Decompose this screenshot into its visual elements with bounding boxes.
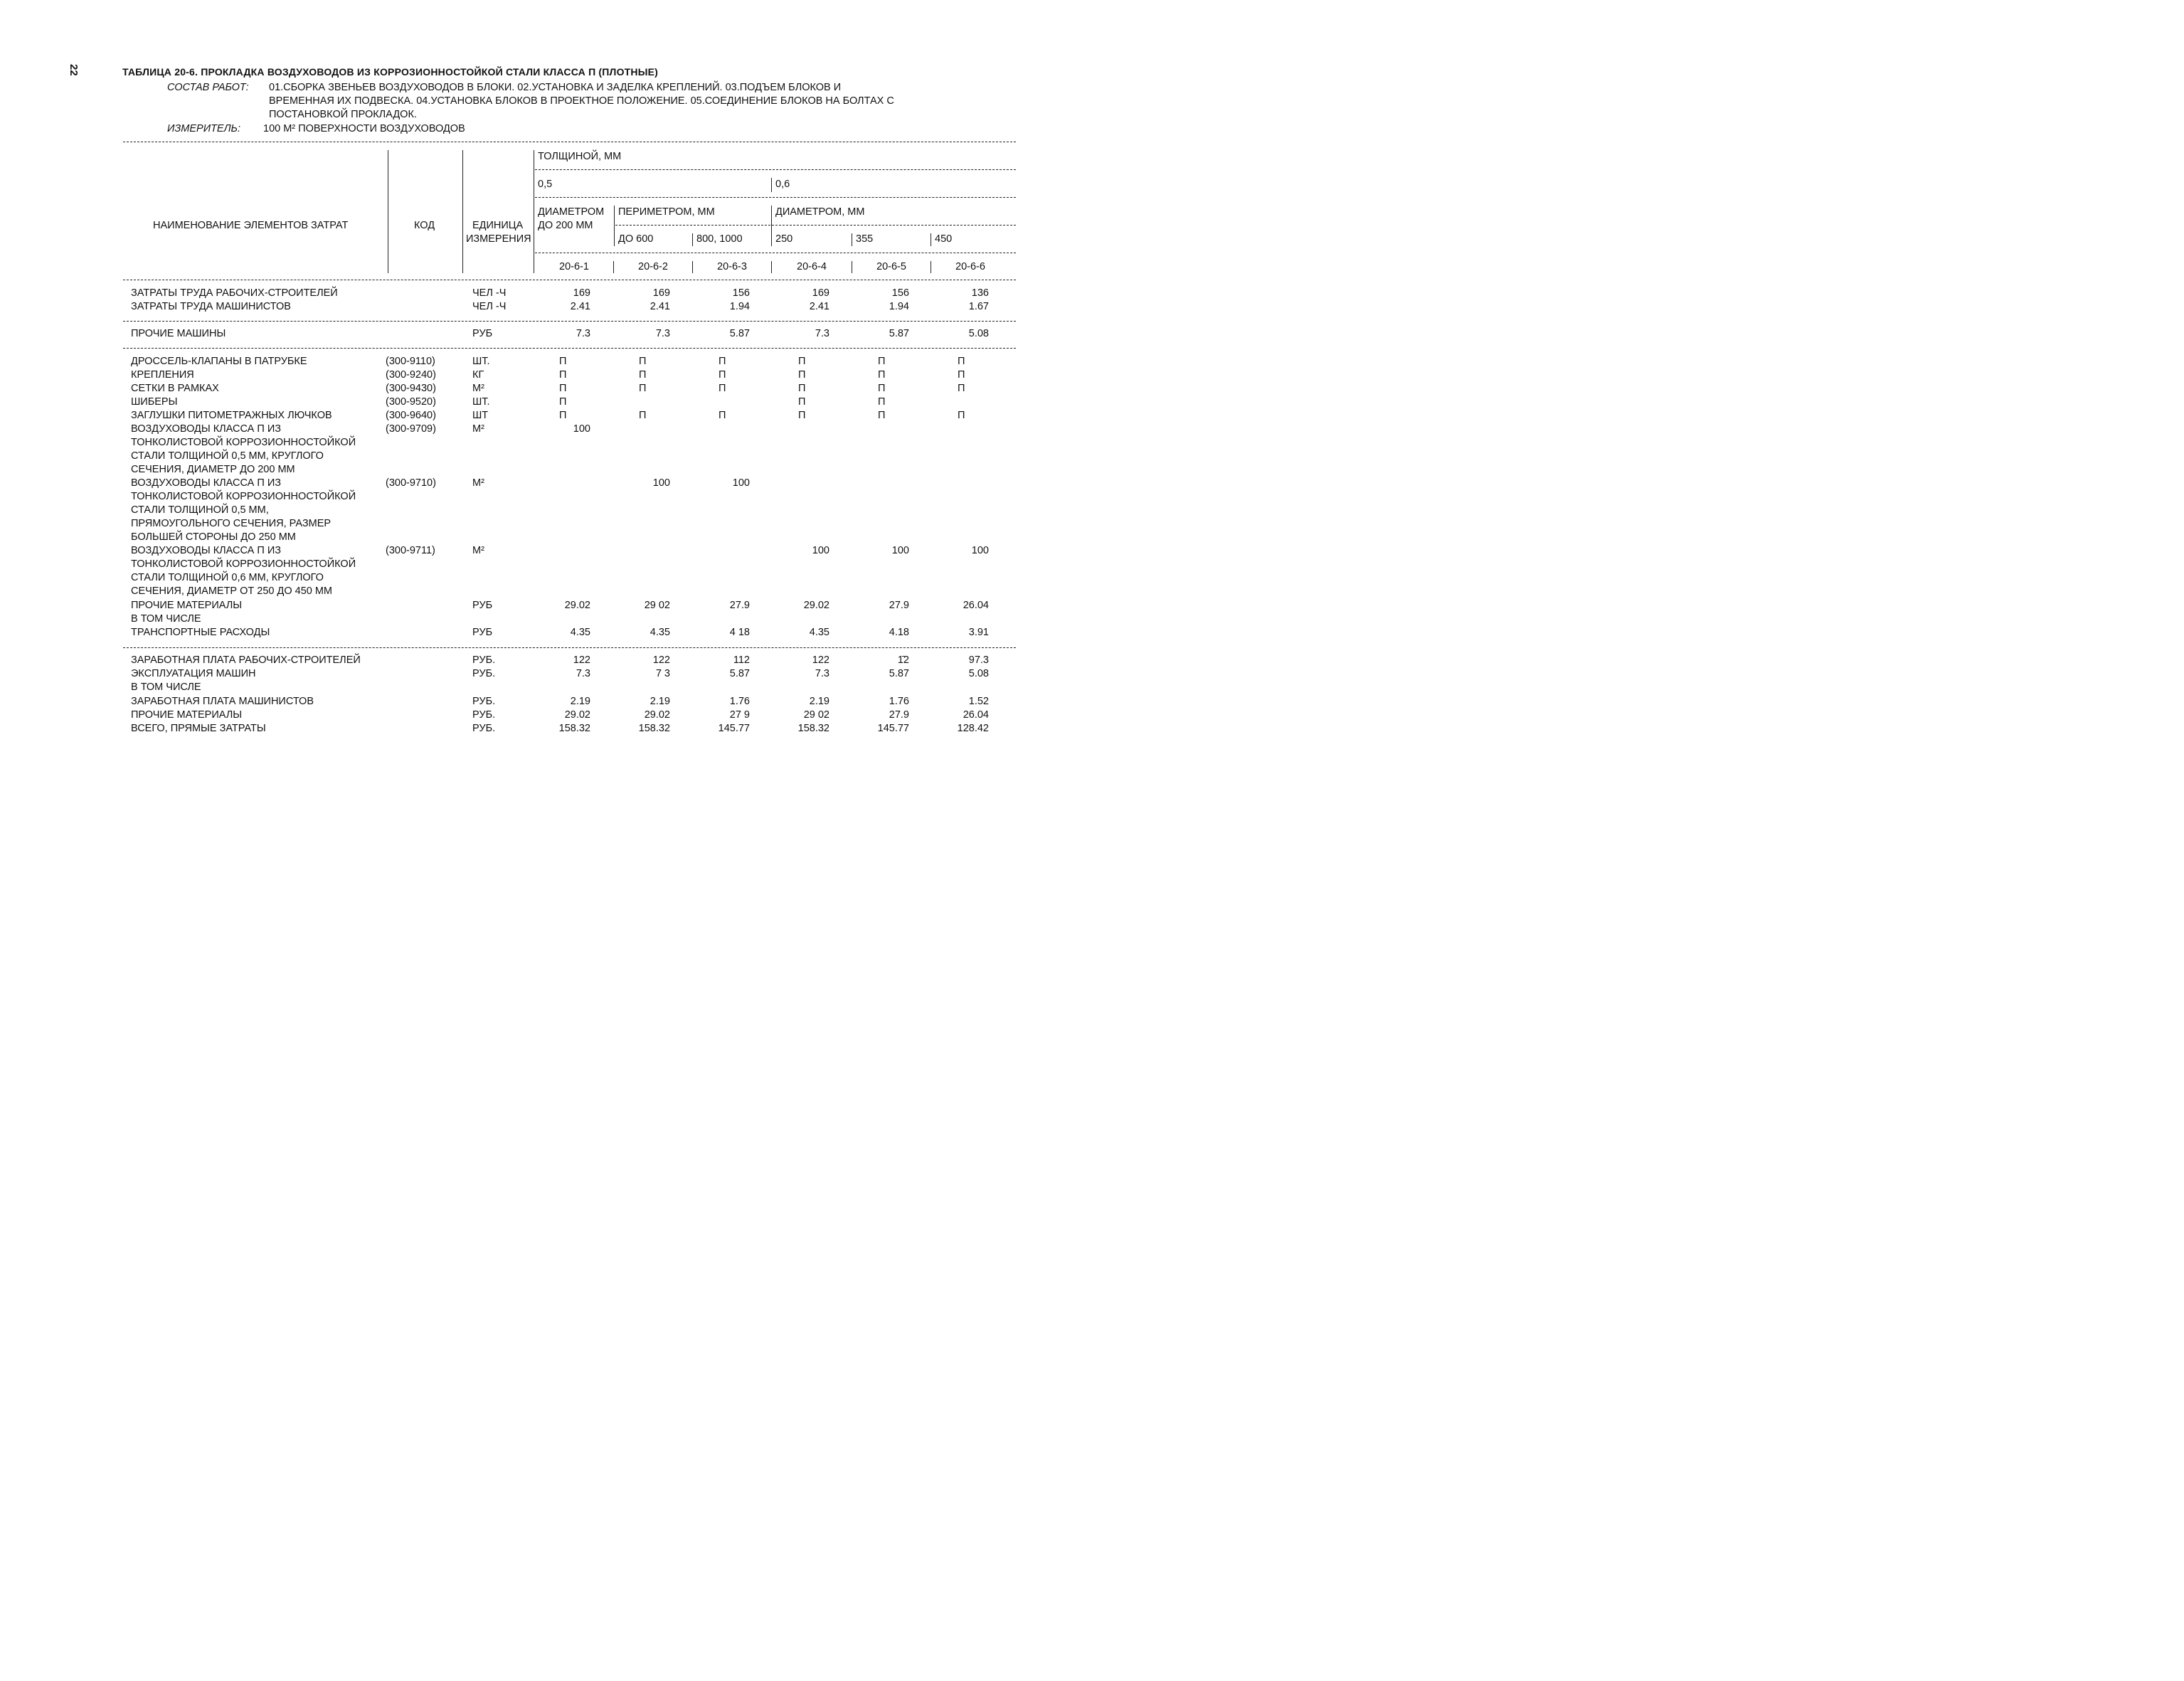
row-24-value-4: 122: [812, 654, 829, 666]
row-7-value-1: П: [559, 410, 567, 421]
row-23-value-2: 4.35: [650, 627, 670, 638]
row-8-unit: М²: [472, 423, 484, 435]
row-5-value-1: П: [559, 383, 567, 394]
row-21-value-1: 29.02: [564, 600, 590, 611]
row-23-value-3: 4 18: [729, 627, 750, 638]
row-6-value-1: П: [559, 396, 567, 408]
row-5-unit: М²: [472, 383, 484, 394]
row-24-value-6: 97.3: [968, 654, 989, 666]
row-4-value-2: П: [639, 369, 647, 381]
row-28-value-6: 26.04: [963, 709, 989, 721]
row-22-name: В ТОМ ЧИСЛЕ: [131, 613, 201, 625]
row-23-unit: РУБ: [472, 627, 493, 638]
row-2-value-3: 5.87: [729, 328, 750, 339]
header-name: НАИМЕНОВАНИЕ ЭЛЕМЕНТОВ ЗАТРАТ: [153, 220, 349, 231]
header-sub-4: 355: [856, 233, 874, 245]
row-5-value-3: П: [719, 383, 726, 394]
row-24-value-1: 122: [573, 654, 590, 666]
row-10-name: СТАЛИ ТОЛЩИНОЙ 0,5 ММ, КРУГЛОГО: [131, 450, 324, 462]
row-21-value-3: 27.9: [729, 600, 750, 611]
row-25-value-2: 7 3: [655, 668, 670, 679]
table-title: ТАБЛИЦА 20-6. ПРОКЛАДКА ВОЗДУХОВОДОВ ИЗ КОРРОЗИОННОСТОЙКОЙ СТАЛИ КЛАССА П (ПЛОТНЫЕ): [122, 66, 659, 78]
row-7-code: (300-9640): [386, 410, 436, 421]
measure-text: 100 М² ПОВЕРХНОСТИ ВОЗДУХОВОДОВ: [263, 123, 465, 134]
row-0-value-5: 156: [891, 287, 909, 299]
row-4-value-1: П: [559, 369, 567, 381]
row-17-name: ВОЗДУХОВОДЫ КЛАССА П ИЗ: [131, 545, 281, 556]
row-25-value-5: 5.87: [889, 668, 909, 679]
row-24-value-3: 112: [733, 654, 750, 666]
vline-t06: [771, 178, 772, 192]
row-29-value-1: 158.32: [558, 723, 590, 734]
row-25-value-3: 5.87: [729, 668, 750, 679]
header-sub-3: 250: [775, 233, 793, 245]
row-20-name: СЕЧЕНИЯ, ДИАМЕТР ОТ 250 ДО 450 ММ: [131, 585, 333, 597]
row-28-value-4: 29 02: [803, 709, 829, 721]
rule-thickness: [535, 169, 1016, 170]
row-23-value-4: 4.35: [809, 627, 829, 638]
header-code-3: 20-6-3: [717, 261, 747, 272]
row-28-value-3: 27 9: [729, 709, 750, 721]
vline-diam: [771, 206, 772, 246]
header-code-5: 20-6-5: [876, 261, 906, 272]
row-4-value-4: П: [798, 369, 806, 381]
measure-label: ИЗМЕРИТЕЛЬ:: [167, 123, 241, 134]
row-5-code: (300-9430): [386, 383, 436, 394]
row-23-value-5: 4.18: [889, 627, 909, 638]
scope-line-1: 01.СБОРКА ЗВЕНЬЕВ ВОЗДУХОВОДОВ В БЛОКИ. 02.УСТАНОВКА И ЗАДЕЛКА КРЕПЛЕНИЙ. 03.ПОДЪЕМ БЛОКОВ И: [269, 82, 842, 93]
page-number: 22: [68, 64, 80, 76]
row-9-name: ТОНКОЛИСТОВОЙ КОРРОЗИОННОСТОЙКОЙ: [131, 437, 356, 448]
row-5-value-6: П: [958, 383, 965, 394]
header-code-2: 20-6-2: [638, 261, 668, 272]
row-14-name: СТАЛИ ТОЛЩИНОЙ 0,5 ММ,: [131, 504, 269, 516]
row-25-value-4: 7.3: [815, 668, 829, 679]
rule-machines: [123, 348, 1016, 349]
row-0-value-3: 156: [732, 287, 750, 299]
header-sub-5: 450: [935, 233, 953, 245]
row-5-value-4: П: [798, 383, 806, 394]
vline-code-3: [771, 261, 772, 273]
row-0-unit: ЧЕЛ -Ч: [472, 287, 507, 299]
row-4-value-6: П: [958, 369, 965, 381]
row-17-value-4: 100: [812, 545, 829, 556]
row-27-value-6: 1.52: [968, 696, 989, 707]
rule-subgroups: [615, 225, 1016, 226]
row-3-unit: ШТ.: [472, 356, 490, 367]
row-24-name: ЗАРАБОТНАЯ ПЛАТА РАБОЧИХ-СТРОИТЕЛЕЙ: [131, 654, 361, 666]
row-1-unit: ЧЕЛ -Ч: [472, 301, 507, 312]
row-6-value-4: П: [798, 396, 806, 408]
header-sub-2: 800, 1000: [696, 233, 743, 245]
row-1-value-6: 1.67: [968, 301, 989, 312]
row-3-value-5: П: [878, 356, 886, 367]
row-29-value-5: 145.77: [877, 723, 909, 734]
row-8-code: (300-9709): [386, 423, 436, 435]
row-29-name: ВСЕГО, ПРЯМЫЕ ЗАТРАТЫ: [131, 723, 266, 734]
row-25-value-1: 7.3: [576, 668, 590, 679]
row-27-name: ЗАРАБОТНАЯ ПЛАТА МАШИНИСТОВ: [131, 696, 314, 707]
row-2-value-4: 7.3: [815, 328, 829, 339]
row-21-value-2: 29 02: [644, 600, 670, 611]
row-6-code: (300-9520): [386, 396, 436, 408]
row-27-value-5: 1.76: [889, 696, 909, 707]
row-29-value-6: 128.42: [957, 723, 989, 734]
row-21-value-4: 29.02: [803, 600, 829, 611]
row-29-unit: РУБ.: [472, 723, 496, 734]
row-4-code: (300-9240): [386, 369, 436, 381]
row-4-value-5: П: [878, 369, 886, 381]
header-t05: 0,5: [538, 179, 553, 190]
row-24-unit: РУБ.: [472, 654, 496, 666]
scope-line-3: ПОСТАНОВКОЙ ПРОКЛАДОК.: [269, 109, 417, 120]
row-8-value-1: 100: [573, 423, 590, 435]
row-8-name: ВОЗДУХОВОДЫ КЛАССА П ИЗ: [131, 423, 281, 435]
row-7-value-5: П: [878, 410, 886, 421]
row-3-name: ДРОССЕЛЬ-КЛАПАНЫ В ПАТРУБКЕ: [131, 356, 307, 367]
row-27-value-2: 2.19: [650, 696, 670, 707]
row-3-code: (300-9110): [386, 356, 435, 367]
row-4-name: КРЕПЛЕНИЯ: [131, 369, 194, 381]
row-25-unit: РУБ.: [472, 668, 496, 679]
row-3-value-4: П: [798, 356, 806, 367]
row-29-value-3: 145.77: [718, 723, 750, 734]
rule-materials: [123, 647, 1016, 648]
row-12-name: ВОЗДУХОВОДЫ КЛАССА П ИЗ: [131, 477, 281, 489]
row-4-value-3: П: [719, 369, 726, 381]
row-5-name: СЕТКИ В РАМКАХ: [131, 383, 219, 394]
header-diam-2: ДО 200 ММ: [538, 220, 593, 231]
row-27-value-1: 2.19: [570, 696, 590, 707]
row-28-name: ПРОЧИЕ МАТЕРИАЛЫ: [131, 709, 243, 721]
scope-line-2: ВРЕМЕННАЯ ИХ ПОДВЕСКА. 04.УСТАНОВКА БЛОКОВ В ПРОЕКТНОЕ ПОЛОЖЕНИЕ. 05.СОЕДИНЕНИЕ БЛОКОВ НА БОЛТАХ С: [269, 95, 894, 107]
row-1-value-5: 1.94: [889, 301, 909, 312]
row-29-value-2: 158.32: [638, 723, 670, 734]
header-perim: ПЕРИМЕТРОМ, ММ: [618, 206, 715, 218]
header-unit-2: ИЗМЕРЕНИЯ: [466, 233, 531, 245]
row-2-value-2: 7.3: [655, 328, 670, 339]
row-29-value-4: 158.32: [797, 723, 829, 734]
row-24-value-5: 1̄2: [897, 654, 909, 666]
row-0-value-6: 136: [971, 287, 989, 299]
header-unit-1: ЕДИНИЦА: [472, 220, 524, 231]
header-code: КОД: [414, 220, 435, 231]
row-15-name: ПРЯМОУГОЛЬНОГО СЕЧЕНИЯ, РАЗМЕР: [131, 518, 332, 529]
vline-perim: [614, 206, 615, 246]
row-25-value-6: 5.08: [968, 668, 989, 679]
row-24-value-2: 122: [652, 654, 670, 666]
row-21-name: ПРОЧИЕ МАТЕРИАЛЫ: [131, 600, 243, 611]
row-1-value-4: 2.41: [809, 301, 829, 312]
row-17-unit: М²: [472, 545, 484, 556]
row-11-name: СЕЧЕНИЯ, ДИАМЕТР ДО 200 ММ: [131, 464, 295, 475]
row-6-name: ШИБЕРЫ: [131, 396, 178, 408]
row-2-name: ПРОЧИЕ МАШИНЫ: [131, 328, 226, 339]
header-code-6: 20-6-6: [955, 261, 985, 272]
row-2-value-5: 5.87: [889, 328, 909, 339]
vline-code-unit: [462, 150, 463, 273]
row-21-value-6: 26.04: [963, 600, 989, 611]
row-28-unit: РУБ.: [472, 709, 496, 721]
rule-values: [535, 197, 1016, 198]
row-1-value-2: 2.41: [650, 301, 670, 312]
row-12-value-3: 100: [732, 477, 750, 489]
row-4-unit: КГ: [472, 369, 484, 381]
row-17-value-6: 100: [971, 545, 989, 556]
header-diam-1: ДИАМЕТРОМ: [538, 206, 605, 218]
row-1-name: ЗАТРАТЫ ТРУДА МАШИНИСТОВ: [131, 301, 291, 312]
row-5-value-2: П: [639, 383, 647, 394]
row-3-value-3: П: [719, 356, 726, 367]
row-28-value-1: 29.02: [564, 709, 590, 721]
header-diam-mm: ДИАМЕТРОМ, ММ: [775, 206, 865, 218]
row-3-value-1: П: [559, 356, 567, 367]
row-7-name: ЗАГЛУШКИ ПИТОМЕТРАЖНЫХ ЛЮЧКОВ: [131, 410, 332, 421]
row-3-value-2: П: [639, 356, 647, 367]
header-code-4: 20-6-4: [797, 261, 827, 272]
header-thickness: ТОЛЩИНОЙ, ММ: [538, 151, 622, 162]
row-0-name: ЗАТРАТЫ ТРУДА РАБОЧИХ-СТРОИТЕЛЕЙ: [131, 287, 338, 299]
row-12-unit: М²: [472, 477, 484, 489]
row-17-value-5: 100: [891, 545, 909, 556]
row-21-value-5: 27.9: [889, 600, 909, 611]
header-sub-1: ДО 600: [618, 233, 654, 245]
row-1-value-3: 1.94: [729, 301, 750, 312]
row-1-value-1: 2.41: [570, 301, 590, 312]
row-27-value-3: 1.76: [729, 696, 750, 707]
vline-sub-1: [692, 233, 693, 246]
row-7-value-2: П: [639, 410, 647, 421]
row-0-value-2: 169: [652, 287, 670, 299]
row-7-value-3: П: [719, 410, 726, 421]
row-21-unit: РУБ: [472, 600, 493, 611]
row-19-name: СТАЛИ ТОЛЩИНОЙ 0,6 ММ, КРУГЛОГО: [131, 572, 324, 583]
row-18-name: ТОНКОЛИСТОВОЙ КОРРОЗИОННОСТОЙКОЙ: [131, 558, 356, 570]
row-23-value-6: 3.91: [968, 627, 989, 638]
row-28-value-2: 29.02: [644, 709, 670, 721]
row-2-unit: РУБ: [472, 328, 493, 339]
scope-label: СОСТАВ РАБОТ:: [167, 82, 249, 93]
row-26-name: В ТОМ ЧИСЛЕ: [131, 682, 201, 693]
row-3-value-6: П: [958, 356, 965, 367]
row-23-value-1: 4.35: [570, 627, 590, 638]
row-5-value-5: П: [878, 383, 886, 394]
row-2-value-1: 7.3: [576, 328, 590, 339]
row-12-code: (300-9710): [386, 477, 436, 489]
row-12-value-2: 100: [652, 477, 670, 489]
row-6-value-5: П: [878, 396, 886, 408]
row-7-unit: ШТ: [472, 410, 489, 421]
row-0-value-1: 169: [573, 287, 590, 299]
header-code-1: 20-6-1: [559, 261, 589, 272]
row-27-unit: РУБ.: [472, 696, 496, 707]
row-23-name: ТРАНСПОРТНЫЕ РАСХОДЫ: [131, 627, 270, 638]
header-t06: 0,6: [775, 179, 790, 190]
row-13-name: ТОНКОЛИСТОВОЙ КОРРОЗИОННОСТОЙКОЙ: [131, 491, 356, 502]
row-17-code: (300-9711): [386, 545, 435, 556]
rule-labor: [123, 321, 1016, 322]
row-25-name: ЭКСПЛУАТАЦИЯ МАШИН: [131, 668, 256, 679]
row-27-value-4: 2.19: [809, 696, 829, 707]
row-7-value-6: П: [958, 410, 965, 421]
row-2-value-6: 5.08: [968, 328, 989, 339]
row-28-value-5: 27.9: [889, 709, 909, 721]
row-0-value-4: 169: [812, 287, 829, 299]
row-16-name: БОЛЬШЕЙ СТОРОНЫ ДО 250 ММ: [131, 531, 296, 543]
row-7-value-4: П: [798, 410, 806, 421]
row-6-unit: ШТ.: [472, 396, 490, 408]
